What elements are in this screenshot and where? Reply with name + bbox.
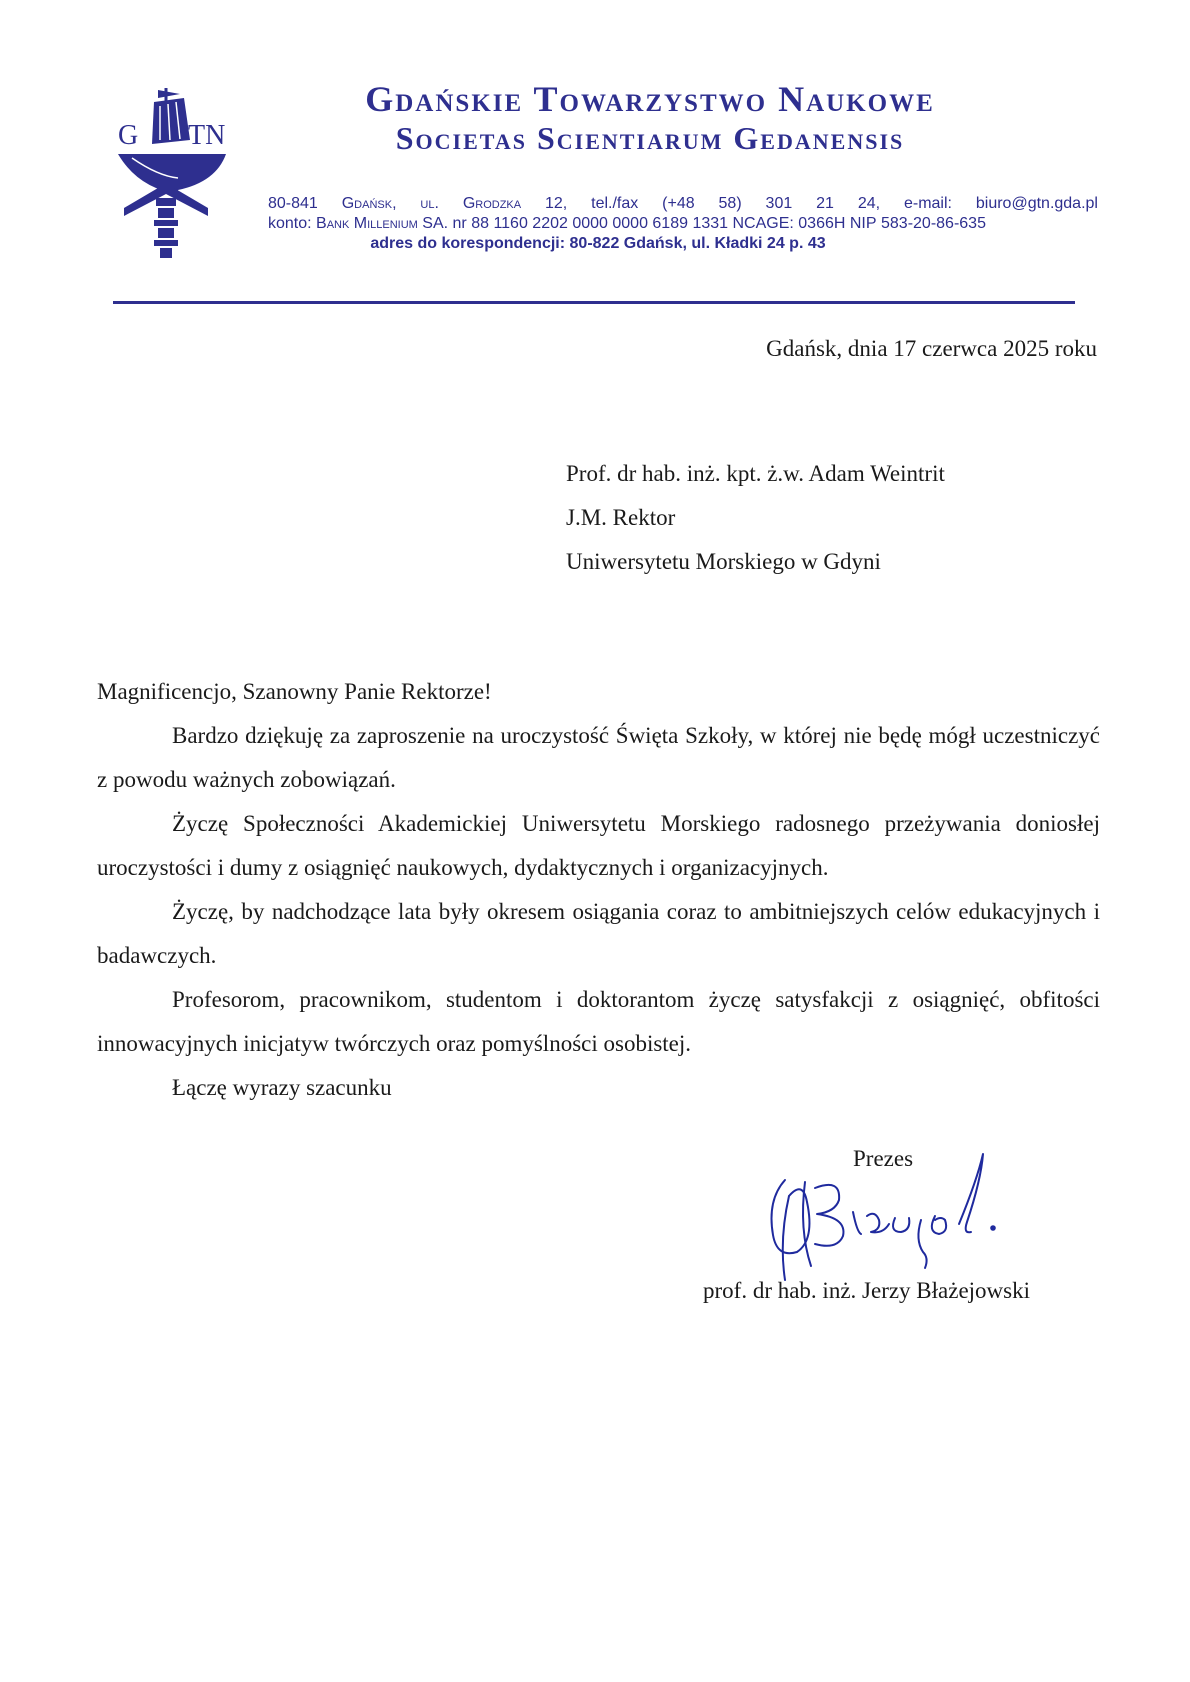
body-paragraph: Bardzo dziękuję za zaproszenie na uroczystość Święta Szkoły, w której nie będę mógł uczestniczyć z powodu ważnych zobowiązań. [97, 723, 1100, 792]
bank-account-number: SA. nr 88 1160 2202 0000 0000 6189 1331 [417, 215, 733, 232]
email-address: biuro@gtn.gda.pl [975, 195, 1098, 212]
body-paragraph: Życzę, by nadchodzące lata były okresem osiągania coraz to ambitniejszych celów edukacyjnych i badawczych. [97, 899, 1100, 968]
organization-name-latin: Societas Scientiarum Gedanensis [395, 120, 905, 156]
tel-country-code: (+48 [662, 195, 695, 212]
tel-label: tel./fax [591, 195, 639, 212]
tel-part-2: 21 [816, 195, 834, 212]
nip-label: NIP [849, 215, 877, 232]
header-divider [113, 301, 1075, 304]
gtn-logo-icon [118, 84, 248, 264]
email-label: e-mail: [903, 195, 952, 212]
body-paragraph: Życzę Społeczności Akademickiej Uniwersytetu Morskiego radosnego przeżywania doniosłej uroczystości i dumy z osiągnięć naukowych, dydaktycznych i organizacyjnych. [97, 811, 1100, 880]
addressee-line: Uniwersytetu Morskiego w Gdyni [566, 549, 881, 574]
addressee-block [566, 452, 945, 584]
city: Gdańsk, [341, 195, 397, 212]
ncage-label: NCAGE: [732, 215, 794, 232]
postal-code: 80-841 [268, 195, 318, 212]
bank-account-line [268, 214, 1098, 234]
nip-number: 583-20-86-635 [876, 215, 986, 232]
bank-name: Bank Millenium [316, 215, 418, 232]
tel-part-1: 301 [765, 195, 793, 212]
addressee-line: Prof. dr hab. inż. kpt. ż.w. Adam Weintrit [566, 461, 945, 486]
svg-text:TN: TN [188, 120, 226, 151]
tel-area-code: 58) [718, 195, 742, 212]
handwritten-signature-icon [745, 1140, 1035, 1290]
letter-date: Gdańsk, dnia 17 czerwca 2025 roku [766, 336, 1097, 361]
signer-name: prof. dr hab. inż. Jerzy Błażejowski [703, 1278, 1031, 1303]
salutation: Magnificencjo, Szanowny Panie Rektorze! [97, 679, 492, 704]
addressee-line: J.M. Rektor [566, 505, 676, 530]
closing-line: Łączę wyrazy szacunku [172, 1075, 392, 1100]
svg-text:G: G [118, 120, 139, 151]
contact-address-line [268, 194, 1098, 214]
correspondence-address: adres do korespondencji: 80-822 Gdańsk, ul. Kładki 24 p. 43 [370, 235, 826, 252]
street-prefix: ul. [420, 195, 439, 212]
organization-name-polish: Gdańskie Towarzystwo Naukowe [365, 79, 935, 119]
ncage-code: 0366H [793, 215, 850, 232]
body-paragraph: Profesorom, pracownikom, studentom i doktorantom życzę satysfakcji z osiągnięć, obfitości innowacyjnych inicjatyw twórczych oraz pomyślności osobistej. [97, 987, 1100, 1056]
letter-body [97, 670, 1100, 1110]
signer-title: Prezes [853, 1146, 914, 1171]
street-number: 12, [545, 195, 568, 212]
tel-part-3: 24, [857, 195, 881, 212]
street: Grodzka [462, 195, 522, 212]
bank-prefix: konto: [268, 215, 317, 232]
